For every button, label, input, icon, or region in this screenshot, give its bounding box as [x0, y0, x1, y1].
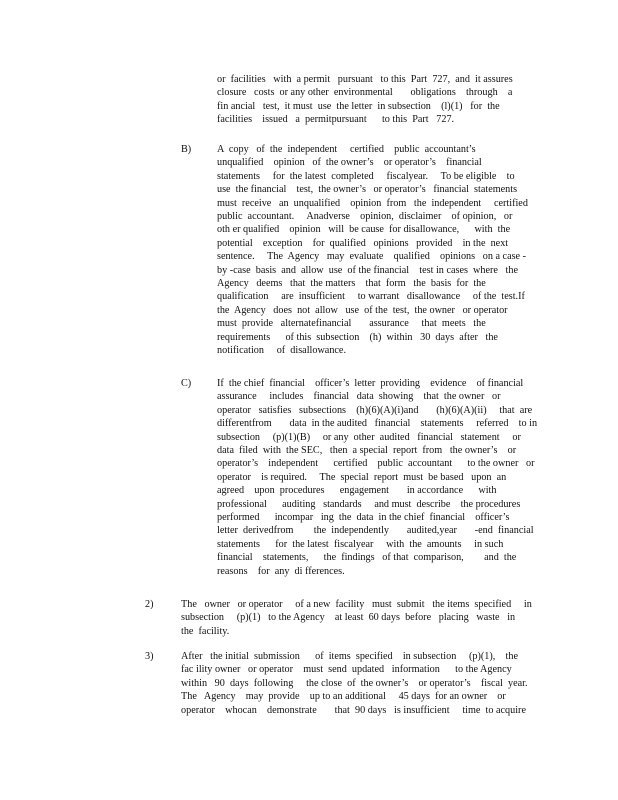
text-line: statements for the latest fiscalyear with the amounts in such — [217, 538, 504, 550]
item-marker-c: C) — [181, 378, 192, 389]
text-line: closure costs or any other environmental obligations through a — [217, 87, 513, 99]
text-line: If the chief financial officer’s letter providing evidence of financial — [217, 378, 524, 389]
text-line: operator’s independent certified public accountant to the owner or — [217, 458, 535, 470]
text-line: use the financial test, the owner’s or operator’s financial statements — [217, 184, 518, 196]
text-line: operator is required. The special report must be based upon an — [217, 471, 507, 483]
text-line: fac ility owner or operator must send updated information to the Agency — [181, 664, 512, 676]
text-line: sentence. The Agency may evaluate qualified opinions on a case - — [217, 251, 527, 263]
text-line: the facility. — [181, 625, 230, 637]
item-c-paragraph — [217, 377, 557, 578]
text-line: potential exception for qualified opinions provided in the next — [217, 237, 509, 249]
text-line: operator satisfies subsections (h)(6)(A)(i)and (h)(6)(A)(ii) that are — [217, 404, 533, 416]
text-line: After the initial submission of items specified in subsection (p)(1), the — [181, 651, 518, 662]
text-line: by -case basis and allow use of the financial test in cases where the — [217, 264, 518, 276]
text-line: unqualified opinion of the owner’s or operator’s financial — [217, 157, 482, 169]
text-line: reasons for any di fferences. — [217, 565, 345, 577]
item-b-paragraph — [217, 143, 557, 358]
item-3-paragraph — [181, 650, 561, 717]
text-line: Agency deems that the matters that form the basis for the — [217, 278, 486, 290]
text-line: letter derivedfrom the independently audited,year -end financial — [217, 525, 534, 537]
text-line: The Agency may provide up to an additional 45 days for an owner or — [181, 691, 506, 703]
text-line: or facilities with a permit pursuant to this Part 727, and it assures — [217, 74, 513, 85]
text-line: subsection (p)(1)(B) or any other audited financial statement or — [217, 431, 521, 443]
item-marker-2: 2) — [145, 599, 154, 610]
text-line: operator whocan demonstrate that 90 days is insufficient time to acquire — [181, 704, 526, 716]
text-line: financial statements, the findings of that comparison, and the — [217, 552, 517, 564]
text-line: facilities issued a permitpursuant to this Part 727. — [217, 114, 455, 126]
text-line: differentfrom data in the audited financial statements referred to in — [217, 418, 538, 430]
text-line: public accountant. Anadverse opinion, disclaimer of opinion, or — [217, 211, 513, 223]
text-line: qualification are insufficient to warrant disallowance of the test.If — [217, 291, 525, 303]
text-line: notification of disallowance. — [217, 345, 347, 357]
text-line: assurance includes financial data showing that the owner or — [217, 391, 501, 403]
text-line: agreed upon procedures engagement in accordance with — [217, 485, 497, 497]
continuation-paragraph — [217, 73, 557, 127]
text-line: requirements of this subsection (h) within 30 days after the — [217, 331, 498, 343]
text-line: the Agency does not allow use of the test, the owner or operator — [217, 304, 508, 316]
text-line: oth er qualified opinion will be cause for disallowance, with the — [217, 224, 511, 236]
item-marker-3: 3) — [145, 651, 154, 662]
text-line: must provide alternatefinancial assurance that meets the — [217, 318, 486, 330]
item-marker-b: B) — [181, 144, 192, 155]
text-line: statements for the latest completed fiscalyear. To be eligible to — [217, 170, 515, 182]
text-line: must receive an unqualified opinion from the independent certified — [217, 197, 528, 209]
text-line: data filed with the SEC, then a special report from the owner’s or — [217, 445, 517, 457]
text-line: A copy of the independent certified public accountant’s — [217, 144, 476, 155]
item-2-paragraph — [181, 598, 561, 638]
text-line: within 90 days following the close of the owner’s or operator’s fiscal year. — [181, 677, 528, 689]
text-line: The owner or operator of a new facility must submit the items specified in — [181, 599, 532, 610]
text-line: professional auditing standards and must describe the procedures — [217, 498, 521, 510]
text-line: subsection (p)(1) to the Agency at least 60 days before placing waste in — [181, 612, 516, 624]
text-line: performed incompar ing the data in the chief financial officer’s — [217, 512, 510, 524]
text-line: fin ancial test, it must use the letter in subsection (l)(1) for the — [217, 100, 500, 112]
